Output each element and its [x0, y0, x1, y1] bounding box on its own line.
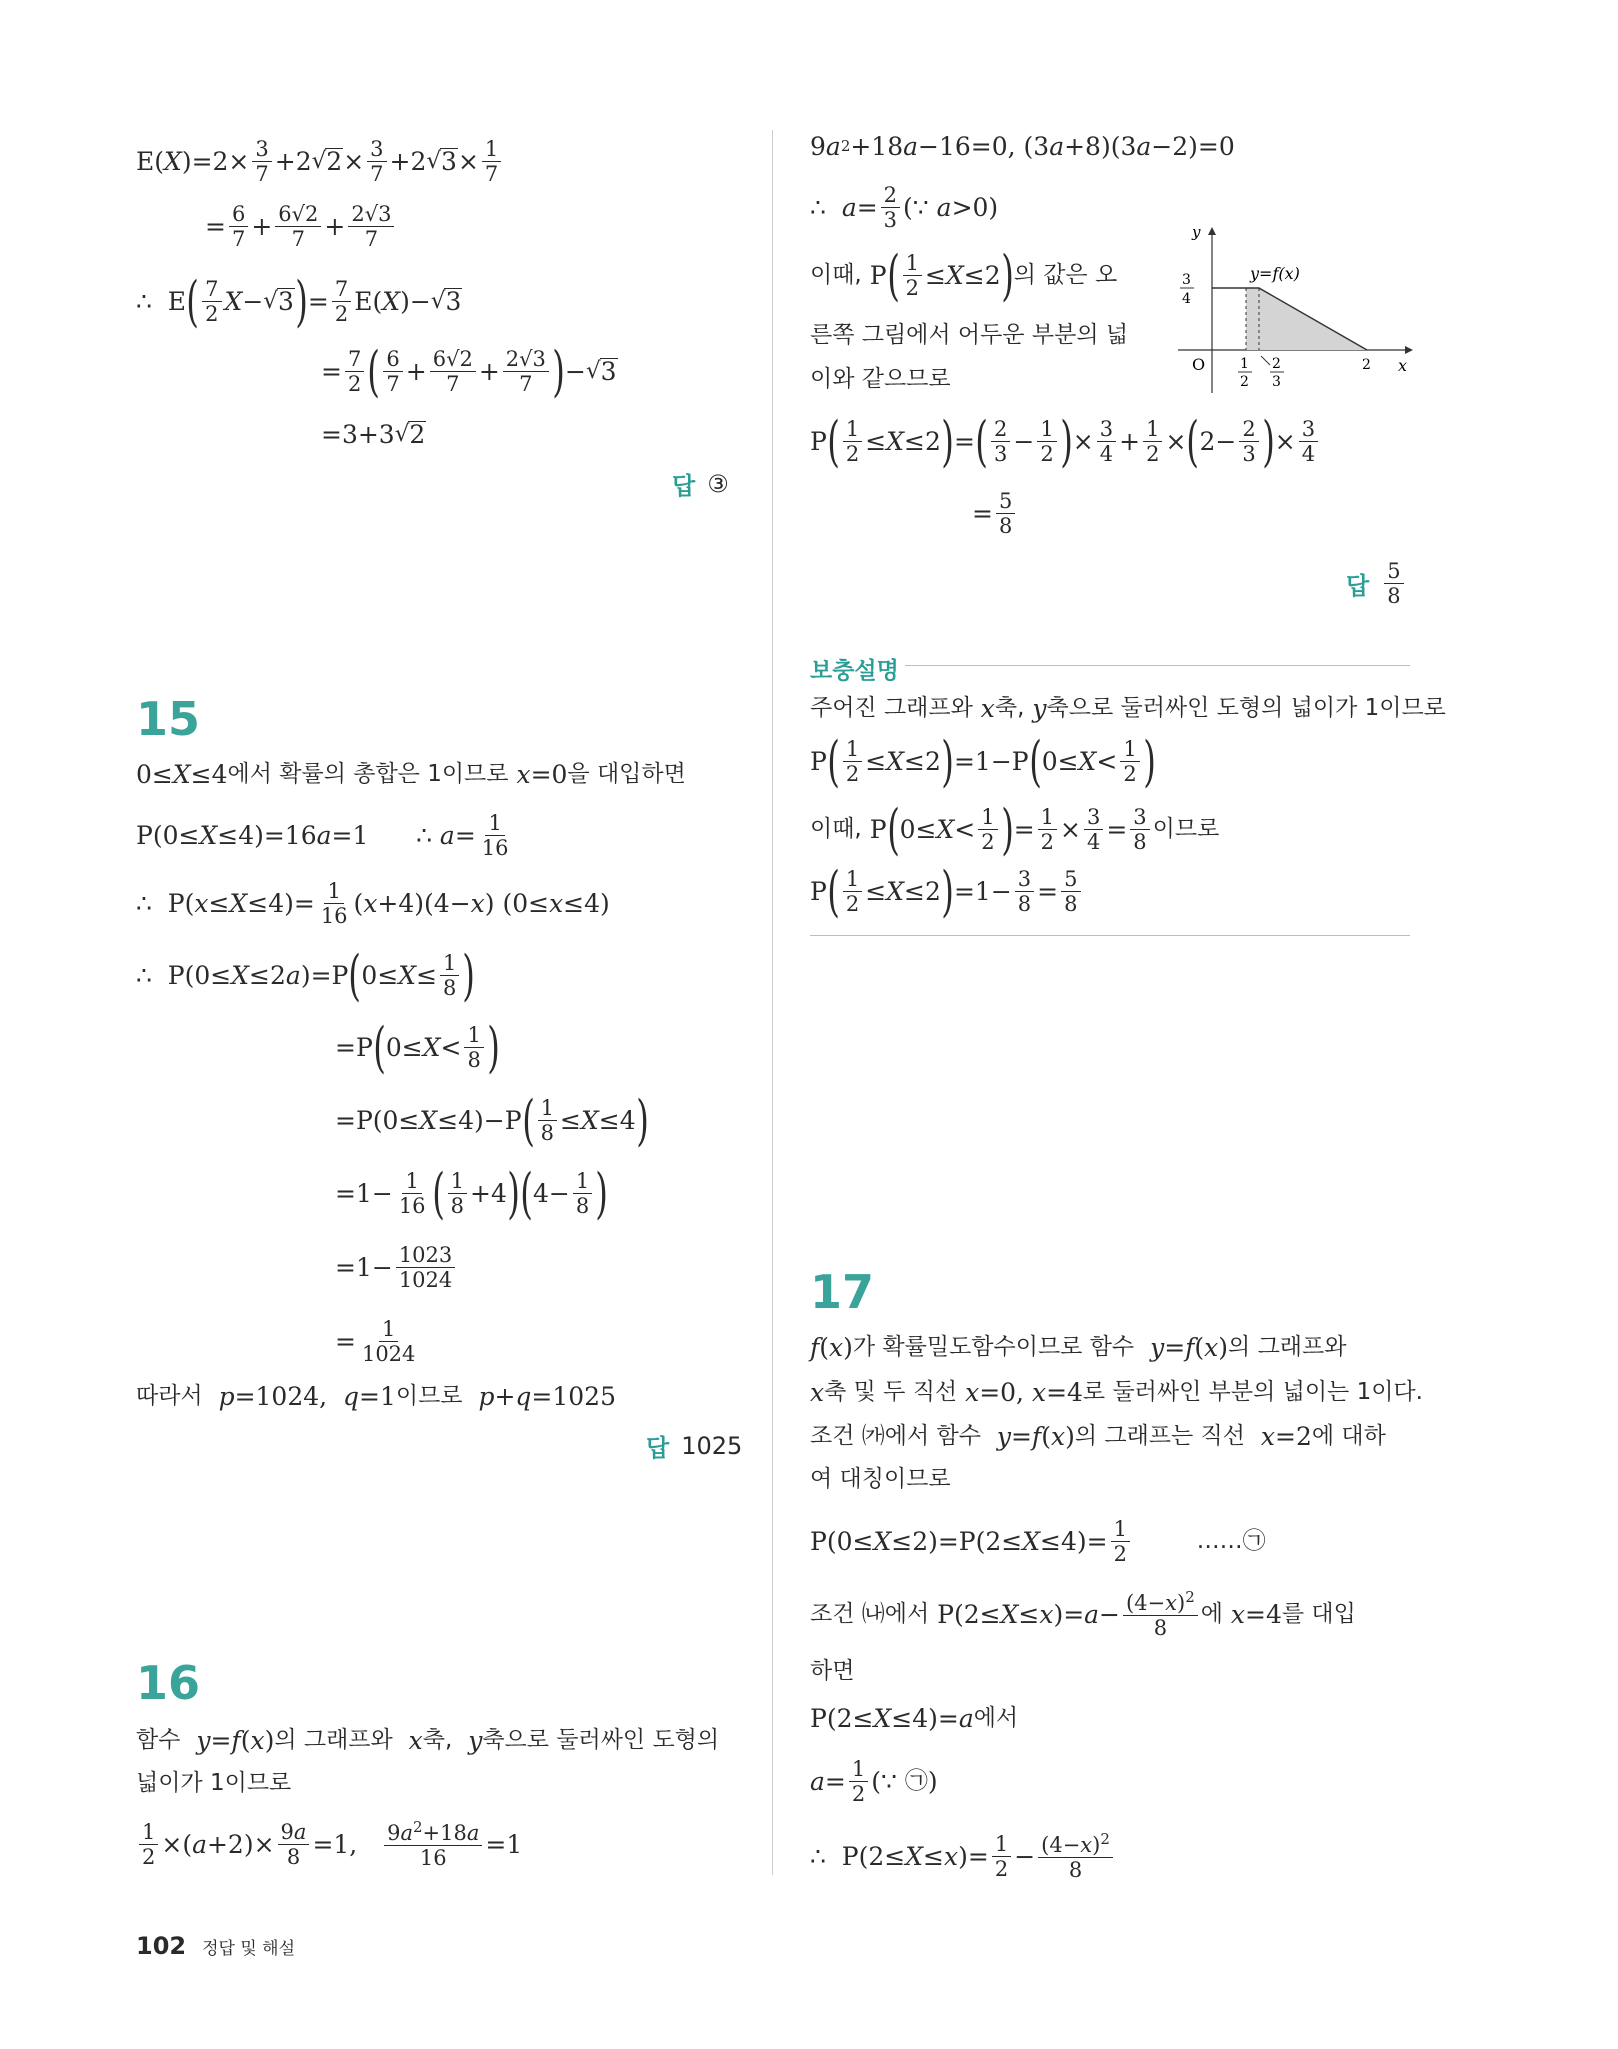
r-line1: 9 a 2 +18 a −16=0, (3 a +8)(3 a −2)=0 [810, 132, 1235, 161]
x-tick1-num: 1 [1240, 356, 1249, 372]
problem-16-number: 16 [136, 1656, 201, 1710]
p15-line5: =P ( 0≤ X < 1 8 ) [335, 1015, 500, 1079]
p15-line6: =P(0≤ X ≤4)−P ( 1 8 ≤ X ≤4 ) [335, 1088, 649, 1152]
p15-line10: 따라서 p =1024, q =1 이므로 p + q =1025 [136, 1382, 616, 1411]
pdf-graph [1170, 225, 1415, 400]
x-tick2-den: 3 [1272, 374, 1281, 390]
p17-line5: P(0≤ X ≤2)=P(2≤ X ≤4)= 1 2 …… ㉠ [810, 1517, 1266, 1567]
problem-17-number: 17 [810, 1265, 875, 1319]
y-tick-num: 3 [1182, 272, 1191, 288]
supplement-top-rule [905, 665, 1410, 666]
p16-line1: 함수 y = f ( x ) 의 그래프와 x 축, y 축으로 둘러싸인 도형의 [136, 1726, 720, 1755]
r-line4: 른쪽 그림에서 어두운 부분의 넓 [810, 322, 1129, 348]
p17-line3: 조건 ㈎에서 함수 y = f ( x ) 의 그래프는 직선 x =2 에 대하 [810, 1422, 1386, 1451]
answer-14: 답 ③ [672, 469, 729, 500]
p17-line4: 여 대칭이므로 [810, 1466, 951, 1492]
origin-label: O [1192, 355, 1206, 374]
y-axis-arrow [1208, 227, 1216, 235]
box-line4: P ( 1 2 ≤ X ≤2 ) =1− 3 8 = 5 8 [810, 868, 1084, 915]
supplement-bottom-rule [810, 935, 1410, 936]
column-divider [772, 130, 773, 1875]
answer-16: 답 5 8 [1346, 560, 1407, 607]
box-line3: 이때, P ( 0≤ X < 1 2 ) = 1 2 × 3 4 = 3 8 이므로 [810, 797, 1220, 861]
p17-line10: ∴ P(2≤ X ≤ x )= 1 2 − $(4-x)^2$ 8 [810, 1832, 1116, 1881]
arrow-leader [1261, 356, 1270, 365]
x-tick3: 2 [1362, 357, 1371, 373]
eq-ex-line4: = 7 2 ( 6 7 + 6√2 7 + 2√3 7 ) − √ 3 [321, 339, 617, 403]
section-title: 정답 및 해설 [202, 1939, 296, 1959]
x-tick2-num: 2 [1272, 356, 1281, 372]
p17-line7: 하면 [810, 1658, 855, 1684]
x-axis-arrow [1405, 346, 1413, 354]
p15-line9: = 1 1024 [335, 1317, 416, 1367]
answer-15: 답 1025 [646, 1431, 743, 1462]
p15-line4: ∴ P(0≤ X ≤2 a )=P ( 0≤ X ≤ 1 8 ) [136, 943, 476, 1007]
p17-line8: P(2≤ X ≤4)= a 에서 [810, 1704, 1019, 1733]
supplement-title: 보충설명 [810, 658, 899, 684]
p17-line6: 조건 ㈏에서 P(2≤ X ≤ x )= a − $(4-x)^2$ 8 에 x =4 를 대입 [810, 1588, 1356, 1641]
p17-line1: f ( x ) 가 확률밀도함수이므로 함수 y = f ( x ) 의 그래프와 [810, 1333, 1347, 1362]
page-footer [136, 1932, 295, 1960]
r-line5: 이와 같으므로 [810, 366, 951, 392]
eq-ex-line5: =3+3 √ 2 [321, 420, 426, 450]
problem-15-number: 15 [136, 692, 201, 746]
p17-line9: a = 1 2 (∵ ㉠ ) [810, 1757, 938, 1807]
eq-ex-line2: = 6 7 + 6√2 7 + 2√3 7 [205, 203, 397, 250]
p16-line2: 넓이가 1이므로 [136, 1770, 292, 1796]
eq-ex-line3: ∴ E ( 7 2 X − √ 3 ) = 7 2 E( X )− √ 3 [136, 269, 462, 333]
p15-line2: P(0≤ X ≤4)=16 a =1 ∴ a = 1 16 [136, 811, 509, 861]
r-line3: 이때, P ( 1 2 ≤ X ≤2 ) 의 값은 오 [810, 243, 1118, 307]
box-line2: P ( 1 2 ≤ X ≤2 ) =1−P ( 0≤ X < 1 2 ) [810, 729, 1156, 793]
p16-line3: 1 2 ×( a +2)× 9a 8 =1, $9a^2+18a$ 16 =1 [136, 1820, 522, 1869]
p15-line3: ∴ P( x ≤ X ≤4)= 1 16 ( x +4)(4− x ) (0≤ x ≤4) [136, 879, 610, 929]
y-tick-den: 4 [1182, 291, 1191, 307]
page-number: 102 [136, 1932, 187, 1960]
p15-line7: =1− 1 16 ( 1 8 +4 ) ( 4− 1 8 ) [335, 1161, 609, 1225]
y-axis-label: y [1192, 225, 1201, 241]
x-tick1-den: 2 [1240, 374, 1249, 390]
eq-ex-line1: E( X )=2× 3 7 +2 √ 2 × 3 7 +2 √ 3 × 1 7 [136, 138, 504, 185]
r-line2: ∴ a = 2 3 (∵ a >0) [810, 183, 999, 233]
func-label: y=f(x) [1250, 264, 1300, 283]
p15-line8: =1− 1023 1024 [335, 1244, 458, 1291]
x-axis-label: x [1398, 356, 1408, 375]
p15-line1: 0≤ X ≤4 에서 확률의 총합은 1이므로 x =0 을 대입하면 [136, 760, 686, 789]
p17-line2: x 축 및 두 직선 x =0, x =4 로 둘러싸인 부분의 넓이는 1이다. [810, 1378, 1423, 1407]
shaded-region [1246, 288, 1367, 350]
box-line1: 주어진 그래프와 x 축, y 축으로 둘러싸인 도형의 넓이가 1이므로 [810, 694, 1446, 723]
r-line7: = 5 8 [972, 490, 1018, 537]
r-line6: P ( 1 2 ≤ X ≤2 ) = ( 2 3 − 1 2 ) × 3 4 + 1 2 × ( 2− 2 3 ) × 3 4 [810, 418, 1321, 465]
